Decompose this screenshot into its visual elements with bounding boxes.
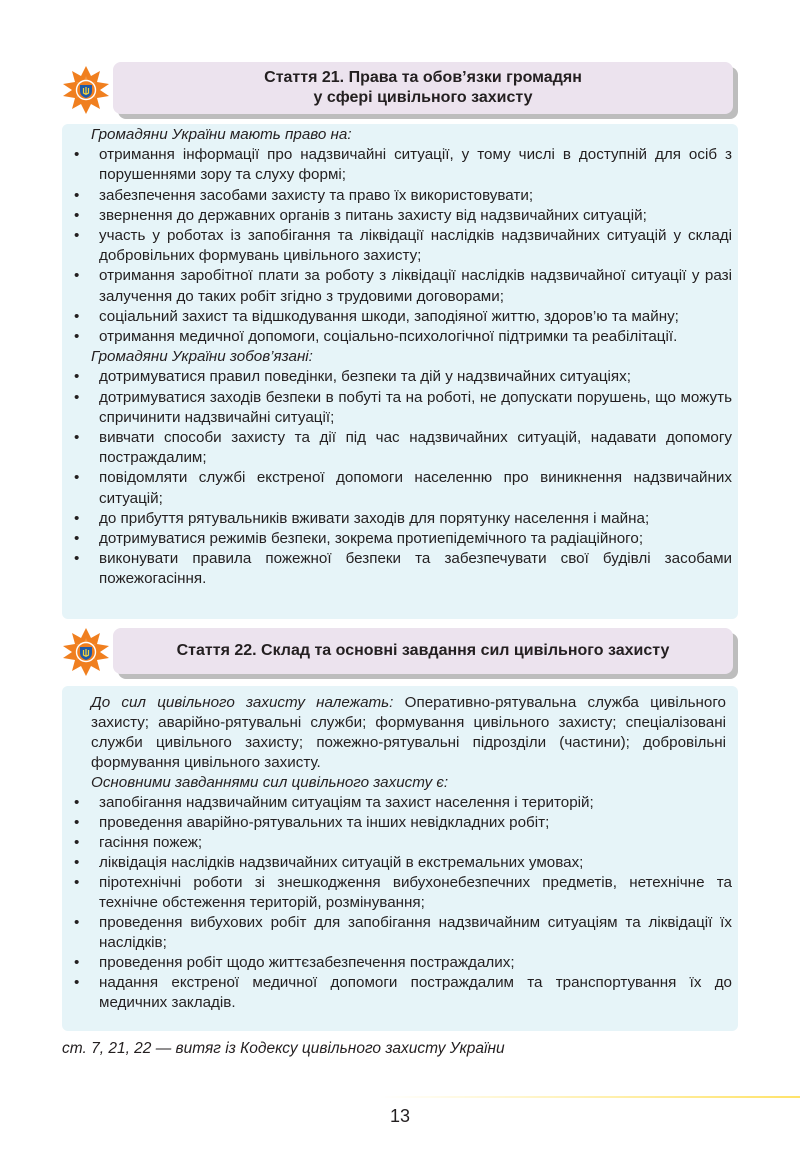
article-22-title: Стаття 22. Склад та основні завдання сил цивільного захисту <box>113 628 733 674</box>
page-number: 13 <box>389 1106 411 1126</box>
list-item: • отримання медичної допомоги, соціально-психологічної підтримки та реабілітації. <box>62 327 738 347</box>
list-item: • звернення до державних органів з питань захисту від надзвичайних ситуацій; <box>62 206 738 226</box>
article-21-panel <box>62 124 738 619</box>
list-item: • ліквідація наслідків надзвичайних ситуацій в екстремальних умовах; <box>62 853 738 873</box>
forces-lead: До сил цивільного захисту належать: <box>91 694 394 711</box>
source-caption: ст. 7, 21, 22 — витяг із Кодексу цивільного захисту України <box>62 1040 505 1057</box>
list-item: • виконувати правила пожежної безпеки та забезпечувати свої будівлі засобами пожежогасіння. <box>62 549 738 589</box>
duties-heading: Громадяни України зобов’язані: <box>91 348 313 366</box>
duties-list <box>62 367 738 589</box>
list-item: • участь у роботах із запобігання та ліквідації наслідків надзвичайних ситуацій у складі добровільних формувань цивільного захисту; <box>62 226 738 266</box>
forces-paragraph <box>62 693 738 773</box>
tasks-list <box>62 793 738 1013</box>
list-item: • забезпечення засобами захисту та право їх використовувати; <box>62 186 738 206</box>
list-item: • гасіння пожеж; <box>62 833 738 853</box>
footer-divider <box>380 1096 800 1098</box>
list-item: • повідомляти службі екстреної допомоги населенню про виникнення надзвичайних ситуацій; <box>62 468 738 508</box>
list-item: • дотримуватися правил поведінки, безпеки та дій у надзвичайних ситуаціях; <box>62 367 738 387</box>
list-item: • вивчати способи захисту та дії під час надзвичайних ситуацій, надавати допомогу постраждалим; <box>62 428 738 468</box>
list-item: • проведення робіт щодо життєзабезпечення постраждалих; <box>62 953 738 973</box>
list-item: • дотримуватися режимів безпеки, зокрема протиепідемічного та радіаційного; <box>62 529 738 549</box>
list-item: • отримання інформації про надзвичайні ситуації, у тому числі в доступній для осіб з порушеннями зору та слуху формі; <box>62 145 738 185</box>
list-item: • отримання заробітної плати за роботу з ліквідації наслідків надзвичайної ситуації у разі залучення до таких робіт згідно з трудовими договорами; <box>62 266 738 306</box>
rights-heading: Громадяни України мають право на: <box>91 126 352 143</box>
article-21-title: Стаття 21. Права та обов’язки громадян у сфері цивільного захисту <box>113 62 733 114</box>
emblem-icon <box>60 64 112 116</box>
list-item: • проведення аварійно-рятувальних та інших невідкладних робіт; <box>62 813 738 833</box>
list-item: • запобігання надзвичайним ситуаціям та захист населення і територій; <box>62 793 738 813</box>
list-item: • надання екстреної медичної допомоги постраждалим та транспортування їх до медичних закладів. <box>62 973 738 1013</box>
rights-list <box>62 145 738 347</box>
list-item: • дотримуватися заходів безпеки в побуті та на роботі, не допускати порушень, що можуть спричинити надзвичайні ситуації; <box>62 388 738 428</box>
list-item: • піротехнічні роботи зі знешкодження вибухонебезпечних предметів, нетехнічне та технічне обстеження територій, розмінування; <box>62 873 738 913</box>
tasks-heading: Основними завданнями сил цивільного захисту є: <box>91 774 449 791</box>
list-item: • проведення вибухових робіт для запобігання надзвичайним ситуаціям та ліквідації їх наслідків; <box>62 913 738 953</box>
forces-text: Оперативно-рятувальна служба цивільного захисту; аварійно-рятувальні служби; формування цивільного захисту; спеціалізовані служби цивільного захисту; пожежно-рятувальні підрозділи (частини); добровільні формування цивільного захисту. <box>91 694 726 771</box>
list-item: • до прибуття рятувальників вживати заходів для порятунку населення і майна; <box>62 509 738 529</box>
emblem-icon <box>60 626 112 678</box>
list-item: • соціальний захист та відшкодування шкоди, заподіяної життю, здоров’ю та майну; <box>62 307 738 327</box>
article-22-panel <box>62 686 738 1031</box>
